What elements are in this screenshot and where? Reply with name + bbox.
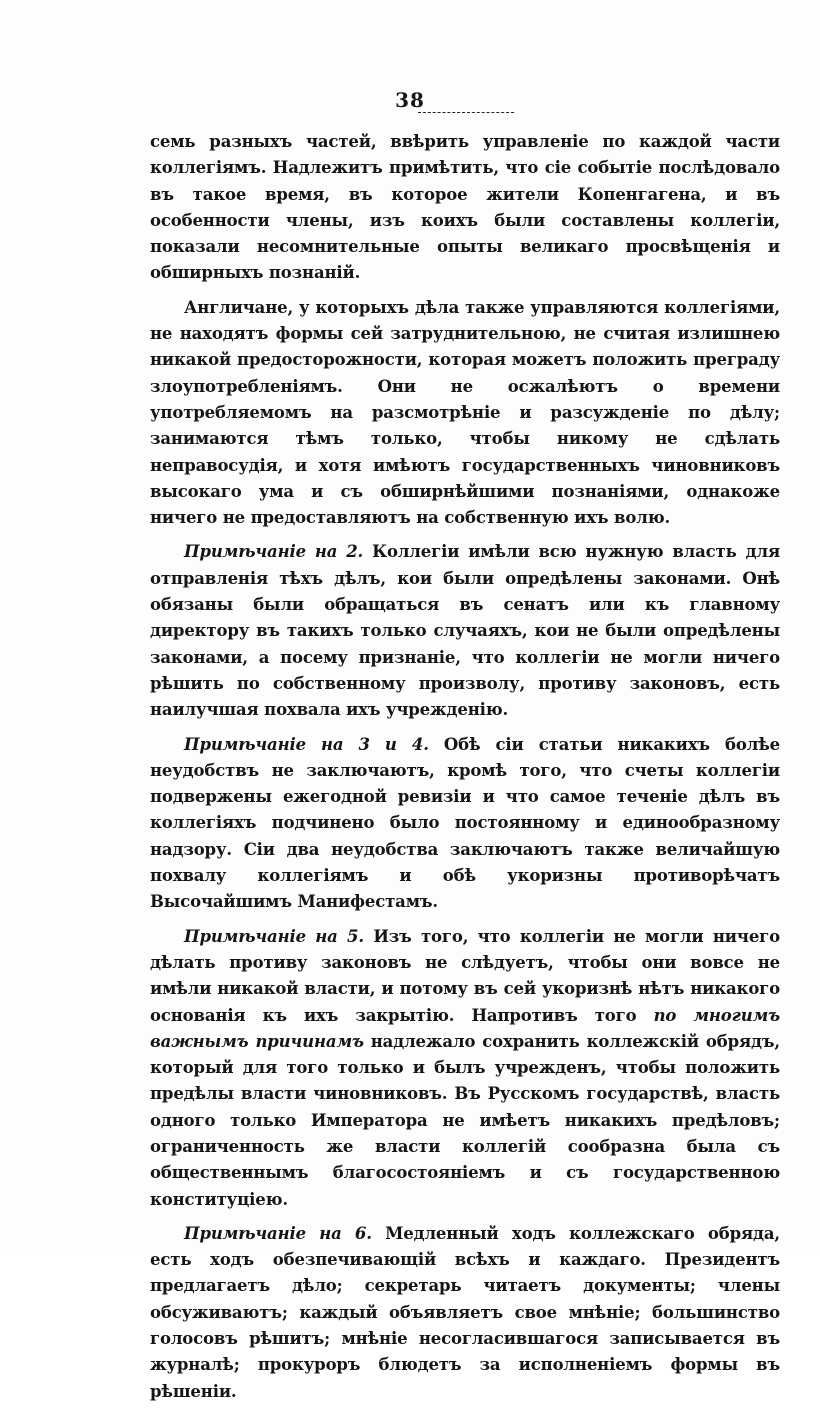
paragraph-text: Коллегіи имѣли всю нужную власть для отправленія тѣхъ дѣлъ, кои были опредѣлены законами. Онѣ обязаны были обращаться въ сенатъ или къ главному директору въ такихъ только случаяхъ, кои не были опредѣлены законами, а посему признаніе, что коллегіи не могли ничего рѣшить по собственному произволу, противу законовъ, есть наилучшая похвала ихъ учрежденію. (150, 542, 780, 720)
note-2-paragraph (150, 539, 780, 723)
paragraph-text: Англичане, у которыхъ дѣла также управляются коллегіями, не находятъ формы сей затруднительною, не считая излишнею никакой предосторожности, которая можетъ положить преграду злоупотребленіямъ. Они не осжалѣютъ о времени употребляемомъ на разсмотрѣніе и разсужденіе по дѣлу; занимаются тѣмъ только, чтобы никому не сдѣлать неправосудія, и хотя имѣютъ государственныхъ чиновниковъ высокаго ума и съ обширнѣйшими познаніями, однакоже ничего не предоставляютъ на собственную ихъ волю. (150, 297, 780, 528)
body-text (150, 129, 780, 1413)
note-label: Примѣчаніе на 3 и 4. (184, 734, 429, 754)
note-3-4-paragraph (150, 732, 780, 916)
note-label: Примѣчаніе на 6. (184, 1223, 372, 1243)
paragraph-2 (150, 295, 780, 532)
note-label: Примѣчаніе на 5. (184, 926, 364, 946)
paragraph-1 (150, 129, 780, 287)
paragraph-text: надлежало сохранить коллежскій обрядъ, который для того только и былъ учрежденъ, чтобы положить предѣлы власти чиновниковъ. Въ Русскомъ государствѣ, власть одного только Императора не имѣетъ никакихъ предѣловъ; ограниченность же власти коллегій сообразна была съ общественнымъ благосостояніемъ и съ государственною конституціею. (150, 1031, 780, 1209)
paragraph-text: Медленный ходъ коллежскаго обряда, есть ходъ обезпечивающій всѣхъ и каждаго. Президентъ предлагаетъ дѣло; секретарь читаетъ документы; члены обсуживаютъ; каждый объявляетъ свое мнѣніе; большинство голосовъ рѣшитъ; мнѣніе несогласившагося записывается въ журналѣ; прокуроръ блюдетъ за исполненіемъ формы въ рѣшеніи. (150, 1223, 780, 1401)
paragraph-text: Обѣ сіи статьи никакихъ болѣе неудобствъ не заключаютъ, кромѣ того, что счеты коллегіи подвержены ежегодной ревизіи и что самое теченіе дѣлъ въ коллегіяхъ подчинено было постоянному и единообразному надзору. Сіи два неудобства заключаютъ также величайшую похвалу коллегіямъ и обѣ укоризны противорѣчатъ Высочайшимъ Манифестамъ. (150, 734, 780, 912)
note-5-paragraph (150, 924, 780, 1213)
note-label: Примѣчаніе на 2. (184, 542, 364, 562)
paragraph-text: Изъ того, что коллегіи не могли ничего дѣлать противу законовъ не слѣдуетъ, чтобы они вовсе не имѣли никакой власти, и потому въ сей укоризнѣ нѣтъ никакого основанія къ ихъ закрытію. Напротивъ того (150, 926, 780, 1025)
note-6-paragraph (150, 1221, 780, 1405)
paragraph-text: семь разныхъ частей, ввѣрить управленіе по каждой части коллегіямъ. Надлежитъ примѣтить, что сіе событіе послѣдовало въ такое время, въ которое жители Копенгагена, и въ особенности члены, изъ коихъ были составлены коллегіи, показали несомнительные опыты великаго просвѣщенія и обширныхъ познаній. (150, 132, 780, 283)
page-number-rule (418, 112, 514, 113)
emphasized-text: по многимъ важнымъ причинамъ (150, 1005, 780, 1051)
page-number: 38 (395, 88, 425, 112)
